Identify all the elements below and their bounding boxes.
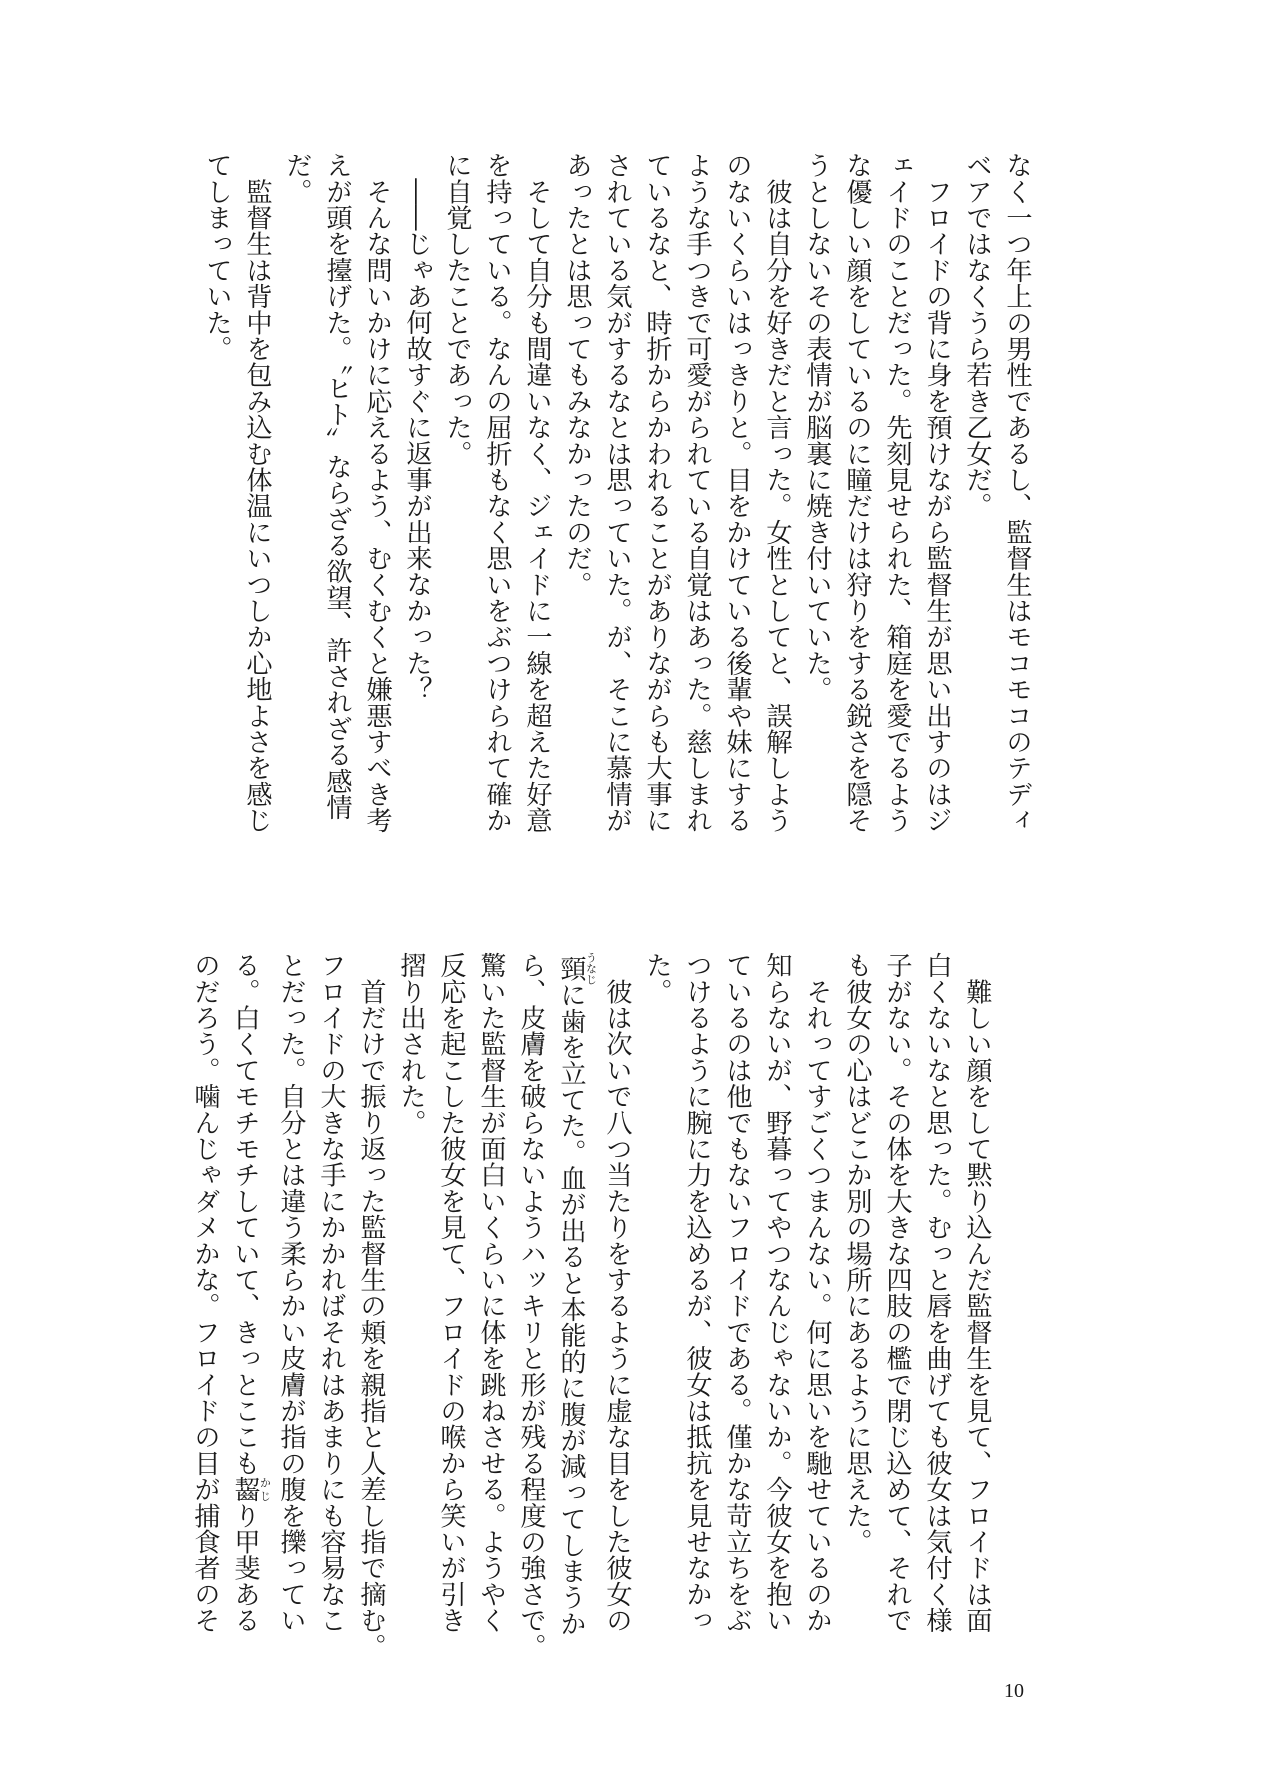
ruby-word — [230, 1476, 272, 1503]
ruby-word — [556, 952, 598, 985]
text-run: る。白くてモチモチしていて、きっとここも — [230, 952, 260, 1476]
text-column: 子がない。その体を大きな四肢の檻で閉じ込めて、それで — [882, 952, 912, 1634]
text-column: ――じゃあ何故すぐに返事が出来なかった？ — [402, 152, 432, 703]
text-column: それってすごくつまんない。何に思いを馳せているのか — [802, 952, 832, 1634]
text-block-top — [197, 152, 1037, 842]
ruby-reading: かじ — [258, 1476, 272, 1503]
text-column: ベアではなくうら若き乙女だ。 — [962, 152, 992, 519]
text-column: ェイドのことだった。先刻見せられた、箱庭を愛でるよう — [882, 152, 912, 834]
text-column: 白くないなと思った。むっと唇を曲げても彼女は気付く様 — [922, 952, 952, 1634]
text-column: 監督生は背中を包み込む体温にいつしか心地よさを感じ — [242, 152, 272, 834]
ruby-base: 齧 — [230, 1476, 260, 1503]
text-column: 驚いた監督生が面白いくらいに体を跳ねさせる。ようやく — [476, 952, 506, 1634]
text-column: とだった。自分とは違う柔らかい皮膚が指の腹を擽ってい — [276, 952, 306, 1634]
ruby-base: 頸 — [556, 952, 586, 985]
page-number: 10 — [1004, 1680, 1024, 1702]
text-column: つけるように腕に力を込めるが、彼女は抵抗を見せなかっ — [682, 952, 712, 1634]
text-column: だ。 — [282, 152, 312, 205]
text-column: のないくらいはっきりと。目をかけている後輩や妹にする — [722, 152, 752, 834]
text-column: た。 — [642, 952, 672, 1005]
text-column: 知らないが、野暮ってやつなんじゃないか。今彼女を抱い — [762, 952, 792, 1634]
text-column: 反応を起こした彼女を見て、フロイドの喉から笑いが引き — [436, 952, 466, 1634]
text-column-with-ruby — [551, 952, 597, 1642]
text-column: てしまっていた。 — [202, 152, 232, 362]
text-column: されている気がするなとは思っていた。が、そこに慕情が — [602, 152, 632, 834]
text-column: 彼は次いで八つ当たりをするように虚な目をした彼女の — [602, 952, 632, 1634]
text-column: えが頭を擡げた。〝ヒト〟ならざる欲望、許されざる感情 — [322, 152, 352, 821]
text-column: のだろう。噛んじゃダメかな。フロイドの目が捕食者のそ — [190, 952, 220, 1634]
text-column: フロイドの大きな手にかかればそれはあまりにも容易なこ — [316, 952, 346, 1634]
text-column: ような手つきで可愛がられている自覚はあった。慈しまれ — [682, 152, 712, 834]
text-column: あったとは思ってもみなかったのだ。 — [562, 152, 592, 598]
text-column: なく一つ年上の男性であるし、監督生はモコモコのテディ — [1002, 152, 1032, 834]
text-column: うとしないその表情が脳裏に焼き付いていた。 — [802, 152, 832, 703]
text-run: に歯を立てた。血が出ると本能的に腹が減ってしまうか — [556, 981, 586, 1637]
text-column: な優しい顔をしているのに瞳だけは狩りをする鋭さを隠そ — [842, 152, 872, 834]
text-column: 摺り出された。 — [396, 952, 426, 1136]
text-column: ているのは他でもないフロイドである。僅かな苛立ちをぶ — [722, 952, 752, 1634]
text-column: も彼女の心はどこか別の場所にあるように思えた。 — [842, 952, 872, 1555]
text-column: 首だけで振り返った監督生の頬を親指と人差し指で摘む。 — [356, 952, 386, 1660]
text-block-bottom — [185, 952, 997, 1660]
text-column: 彼は自分を好きだと言った。女性としてと、誤解しよう — [762, 152, 792, 834]
text-column: フロイドの背に身を預けながら監督生が思い出すのはジ — [922, 152, 952, 834]
text-column: そして自分も間違いなく、ジェイドに一線を超えた好意 — [522, 152, 552, 834]
text-column: に自覚したことであった。 — [442, 152, 472, 467]
text-run: り甲斐ある — [230, 1502, 260, 1634]
text-column: ら、皮膚を破らないようハッキリと形が残る程度の強さで。 — [516, 952, 546, 1660]
text-column: ているなと、時折からかわれることがありながらも大事に — [642, 152, 672, 834]
text-column: 難しい顔をして黙り込んだ監督生を見て、フロイドは面 — [962, 952, 992, 1634]
text-column: を持っている。なんの屈折もなく思いをぶつけられて確か — [482, 152, 512, 834]
text-column-with-ruby — [225, 952, 271, 1642]
ruby-reading: うなじ — [584, 952, 598, 985]
text-column: そんな問いかけに応えるよう、むくむくと嫌悪すべき考 — [362, 152, 392, 834]
